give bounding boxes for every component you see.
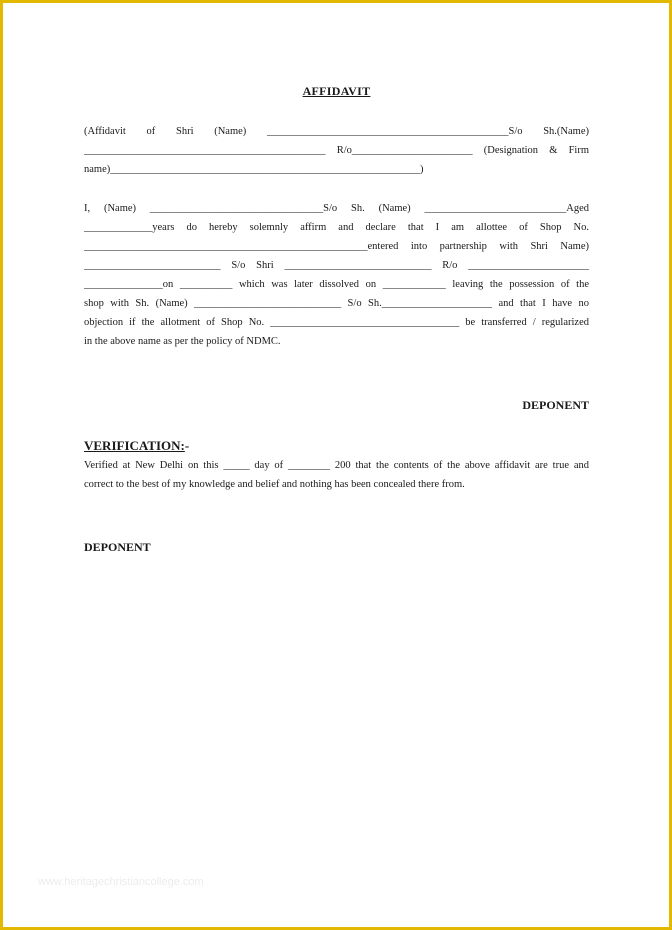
body-line: __________________________ S/o Shri ____________________________ R/o _______________________ [84,260,589,271]
document-title: AFFIDAVIT [302,84,371,98]
intro-line: (Affidavit of Shri (Name) ______________________________________________S/o Sh.(Name) [84,126,589,137]
deponent-verification-label: DEPONENT [84,540,151,554]
watermark-text: www.heritagechristiancollege.com [38,876,204,888]
body-line: in the above name as per the policy of NDMC. [84,336,281,347]
body-line: I, (Name) _________________________________S/o Sh. (Name) ___________________________Aged [84,203,589,214]
body-line: _______________on __________ which was later dissolved on ____________ leaving the possession of the [84,279,589,290]
body-line: objection if the allotment of Shop No. ____________________________________ be transferred / regularized [84,317,589,328]
verification-title: VERIFICATION: [84,438,185,453]
intro-line: ______________________________________________ R/o_______________________ (Designation & Firm [84,145,589,156]
intro-paragraph [84,122,589,179]
body-line: ______________________________________________________entered into partnership with Shri Name) [84,241,589,252]
body-line: _____________years do hereby solemnly affirm and declare that I am allottee of Shop No. [84,222,589,233]
intro-line: name)___________________________________________________________) [84,164,424,175]
body-line: shop with Sh. (Name) ____________________________ S/o Sh._____________________ and that I have no [84,298,589,309]
verification-line: correct to the best of my knowledge and belief and nothing has been concealed there from. [84,479,465,490]
verification-paragraph [84,456,589,494]
body-paragraph [84,199,589,351]
verification-line: Verified at New Delhi on this _____ day of ________ 200 that the contents of the above affidavit are true and [84,460,589,471]
verification-suffix: - [184,438,190,453]
deponent-signature-label: DEPONENT [522,398,589,412]
verification-heading [84,436,189,455]
